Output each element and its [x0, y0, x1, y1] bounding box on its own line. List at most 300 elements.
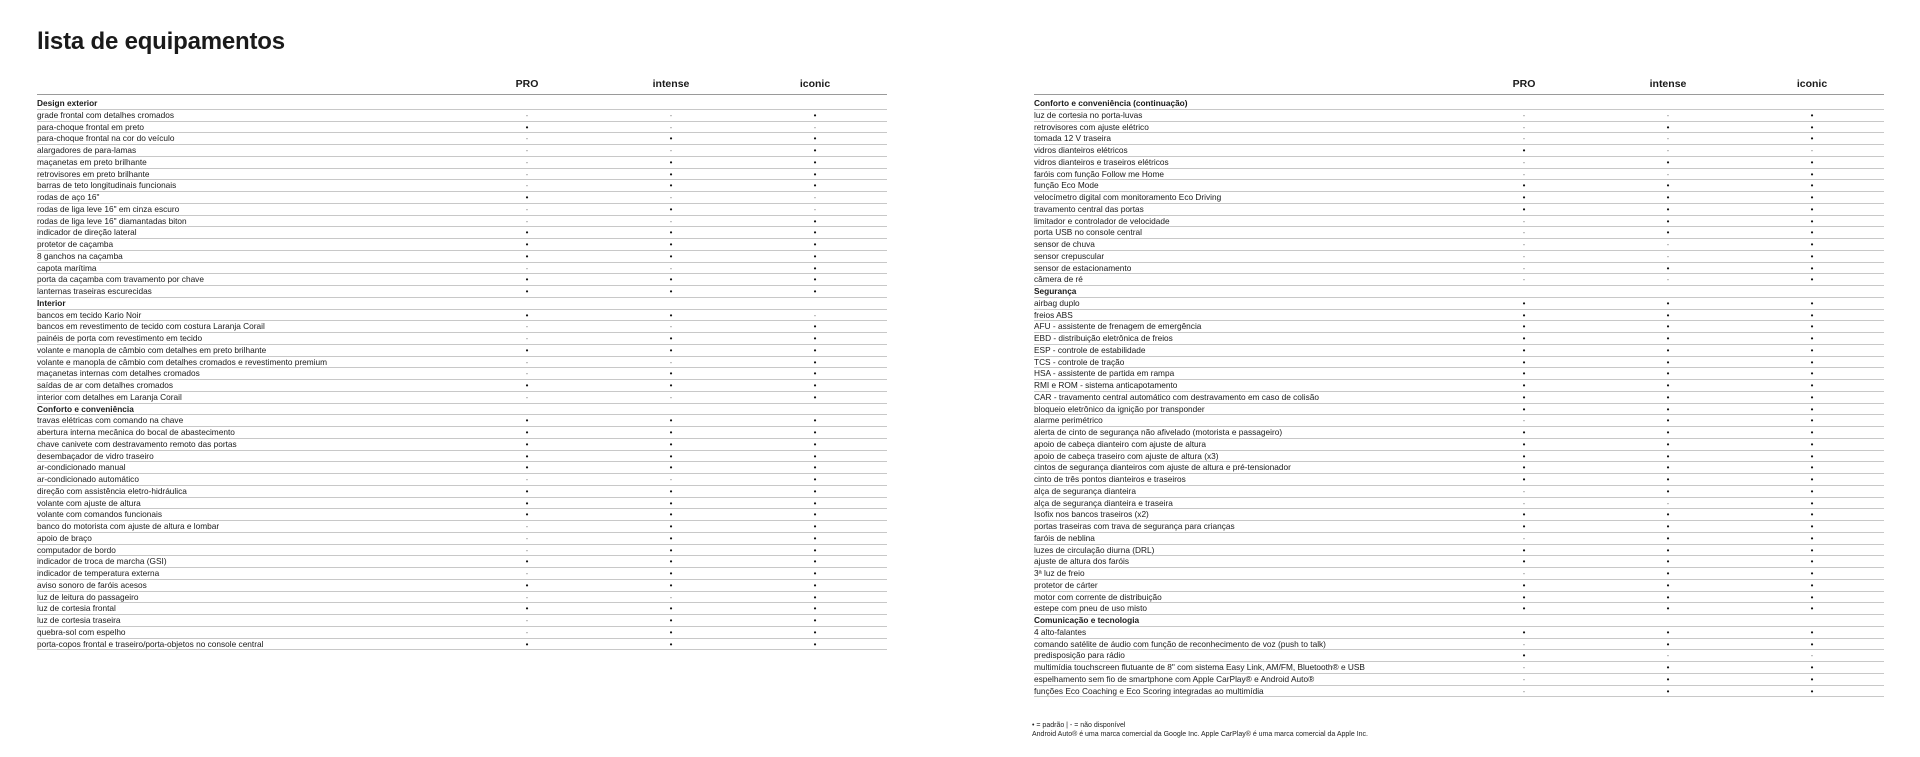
equipment-label: sensor de estacionamento [1034, 262, 1132, 273]
table-row [1034, 427, 1884, 439]
equipment-label: porta da caçamba com travamento por chave [37, 274, 204, 285]
standard-mark: • [1522, 592, 1526, 602]
section-title: Conforto e conveniência (continuação) [1034, 98, 1188, 108]
equipment-label: volante com ajuste de altura [37, 497, 141, 508]
table-row [37, 462, 887, 474]
unavailable-mark: - [525, 392, 529, 402]
table-row [1034, 333, 1884, 345]
standard-mark: • [1810, 428, 1814, 437]
equipment-label: TCS - controle de tração [1034, 356, 1125, 367]
standard-mark: • [1810, 533, 1814, 543]
table-row [1034, 498, 1884, 510]
unavailable-mark: - [1522, 228, 1526, 238]
table-row [37, 486, 887, 498]
standard-mark: • [525, 287, 529, 296]
standard-mark: • [669, 416, 673, 426]
standard-mark: • [1522, 369, 1526, 379]
unavailable-mark: - [1522, 157, 1526, 167]
table-row [37, 545, 887, 557]
equipment-label: airbag duplo [1034, 297, 1080, 308]
table-row [1034, 110, 1884, 122]
standard-mark: • [1810, 381, 1814, 390]
equipment-label: indicador de direção lateral [37, 227, 137, 238]
equipment-label: para-choque frontal em preto [37, 121, 145, 132]
table-row [1034, 474, 1884, 486]
unavailable-mark: - [1666, 110, 1670, 120]
unavailable-mark: - [1666, 251, 1670, 261]
table-row [37, 251, 887, 263]
unavailable-mark: - [525, 181, 529, 191]
unavailable-mark: - [669, 110, 673, 120]
equipment-label: lanternas traseiras escurecidas [37, 286, 152, 296]
equipment-label: motor com corrente de distribuição [1034, 591, 1162, 602]
standard-mark: • [1666, 522, 1670, 531]
equipment-label: quebra-sol com espelho [37, 626, 126, 637]
unavailable-mark: - [1666, 651, 1670, 661]
standard-mark: • [1810, 557, 1814, 567]
equipment-label: vidros dianteiros e traseiros elétricos [1034, 156, 1169, 167]
column-header-iconic: iconic [799, 78, 831, 90]
equipment-label: direção com assistência eletro-hidráulica [37, 485, 187, 496]
standard-mark: • [1810, 275, 1814, 285]
table-row [37, 439, 887, 451]
standard-mark: • [1810, 580, 1814, 590]
standard-mark: • [669, 522, 673, 531]
standard-mark: • [813, 416, 817, 426]
equipment-label: apoio de cabeça traseiro com ajuste de altura (x3) [1034, 450, 1219, 461]
equipment-label: bancos em revestimento de tecido com costura Laranja Corail [37, 321, 265, 332]
table-row [1034, 227, 1884, 239]
standard-mark: • [669, 157, 673, 167]
equipment-label: sensor crepuscular [1034, 250, 1105, 261]
standard-mark: • [669, 510, 673, 520]
standard-mark: • [669, 251, 673, 261]
standard-mark: • [1810, 134, 1814, 144]
table-row [1034, 603, 1884, 615]
unavailable-mark: - [525, 369, 529, 379]
table-row [37, 169, 887, 181]
standard-mark: • [813, 169, 817, 179]
standard-mark: • [525, 122, 529, 132]
unavailable-mark: - [1522, 216, 1526, 226]
table-row [37, 556, 887, 568]
equipment-label: maçanetas internas com detalhes cromados [37, 368, 200, 379]
equipment-label: luzes de circulação diurna (DRL) [1034, 544, 1155, 555]
equipment-label: luz de cortesia frontal [37, 603, 116, 614]
legend-note: • = padrão | - = não disponível [1032, 722, 1126, 729]
table-row [37, 498, 887, 510]
table-row [1034, 580, 1884, 592]
equipment-label: vidros dianteiros elétricos [1034, 145, 1128, 155]
section-heading [37, 98, 887, 110]
equipment-label: câmera de ré [1034, 274, 1083, 285]
equipment-label: volante com comandos funcionais [37, 509, 162, 520]
table-row [37, 415, 887, 427]
equipment-label: banco do motorista com ajuste de altura e lombar [37, 521, 220, 531]
standard-mark: • [1666, 357, 1670, 367]
section-heading [1034, 615, 1884, 627]
equipment-label: maçanetas em preto brilhante [37, 156, 147, 167]
standard-mark: • [669, 569, 673, 578]
column-header-iconic: iconic [1796, 78, 1828, 90]
standard-mark: • [813, 134, 817, 144]
unavailable-mark: - [669, 122, 673, 132]
standard-mark: • [1522, 522, 1526, 531]
standard-mark: • [1522, 181, 1526, 191]
standard-mark: • [525, 251, 529, 261]
standard-mark: • [1810, 251, 1814, 261]
table-row [1034, 310, 1884, 322]
table-row [37, 321, 887, 333]
standard-mark: • [525, 557, 529, 567]
table-row [37, 345, 887, 357]
equipment-label: computador de bordo [37, 544, 116, 555]
standard-mark: • [525, 428, 529, 437]
standard-mark: • [813, 616, 817, 625]
standard-mark: • [1522, 580, 1526, 590]
equipment-label: indicador de temperatura externa [37, 568, 160, 578]
section-title: Conforto e conveniência [37, 403, 134, 414]
equipment-label: RMI e ROM - sistema anticapotamento [1034, 380, 1178, 390]
unavailable-mark: - [1522, 569, 1526, 578]
equipment-rows-left [37, 98, 887, 650]
unavailable-mark: - [1522, 275, 1526, 285]
unavailable-mark: - [1810, 146, 1814, 155]
standard-mark: • [813, 627, 817, 637]
equipment-label: limitador e controlador de velocidade [1034, 215, 1170, 226]
standard-mark: • [669, 533, 673, 543]
section-heading [37, 404, 887, 416]
equipment-label: ESP - controle de estabilidade [1034, 344, 1146, 355]
standard-mark: • [813, 557, 817, 567]
standard-mark: • [525, 240, 529, 249]
column-header-pro: PRO [1512, 78, 1536, 90]
standard-mark: • [1522, 604, 1526, 614]
standard-mark: • [813, 216, 817, 226]
table-row [37, 392, 887, 404]
standard-mark: • [669, 616, 673, 625]
table-row [37, 521, 887, 533]
table-row [1034, 686, 1884, 698]
equipment-label: funções Eco Coaching e Eco Scoring integradas ao multimídia [1034, 685, 1264, 696]
unavailable-mark: - [1522, 686, 1526, 696]
unavailable-mark: - [1522, 639, 1526, 649]
standard-mark: • [813, 428, 817, 437]
table-row [1034, 180, 1884, 192]
standard-mark: • [525, 381, 529, 390]
equipment-label: multimídia touchscreen flutuante de 8" com sistema Easy Link, AM/FM, Bluetooth® e USB [1034, 662, 1365, 672]
standard-mark: • [1810, 169, 1814, 179]
table-row [37, 639, 887, 651]
standard-mark: • [1666, 475, 1670, 484]
equipment-label: bancos em tecido Kario Noir [37, 309, 142, 320]
standard-mark: • [1810, 545, 1814, 555]
equipment-label: velocímetro digital com monitoramento Eco Driving [1034, 192, 1222, 202]
standard-mark: • [813, 110, 817, 120]
standard-mark: • [669, 557, 673, 567]
standard-mark: • [1810, 369, 1814, 379]
standard-mark: • [1810, 157, 1814, 167]
standard-mark: • [669, 228, 673, 238]
standard-mark: • [1810, 310, 1814, 320]
table-row [1034, 368, 1884, 380]
unavailable-mark: - [1522, 263, 1526, 273]
standard-mark: • [813, 604, 817, 614]
standard-mark: • [1810, 663, 1814, 672]
unavailable-mark: - [1522, 416, 1526, 426]
equipment-label: predisposição para rádio [1034, 650, 1125, 661]
unavailable-mark: - [669, 216, 673, 226]
table-row [37, 263, 887, 275]
table-row [1034, 298, 1884, 310]
standard-mark: • [669, 287, 673, 296]
equipment-label: ar-condicionado manual [37, 462, 126, 473]
section-title: Interior [37, 297, 66, 308]
table-row [1034, 263, 1884, 275]
unavailable-mark: - [1522, 663, 1526, 672]
table-row [37, 216, 887, 228]
standard-mark: • [1810, 404, 1814, 414]
standard-mark: • [813, 263, 817, 273]
column-header-row [37, 76, 887, 95]
standard-mark: • [525, 310, 529, 320]
standard-mark: • [1522, 204, 1526, 214]
standard-mark: • [1666, 557, 1670, 567]
standard-mark: • [525, 193, 529, 202]
table-row [37, 122, 887, 134]
equipment-label: travamento central das portas [1034, 203, 1144, 214]
standard-mark: • [669, 498, 673, 508]
standard-mark: • [813, 463, 817, 473]
unavailable-mark: - [1522, 251, 1526, 261]
section-title: Design exterior [37, 98, 98, 108]
table-row [37, 204, 887, 216]
standard-mark: • [1666, 639, 1670, 649]
unavailable-mark: - [525, 522, 529, 531]
standard-mark: • [669, 451, 673, 461]
table-row [37, 474, 887, 486]
standard-mark: • [669, 181, 673, 191]
standard-mark: • [669, 334, 673, 343]
standard-mark: • [1810, 451, 1814, 461]
standard-mark: • [1810, 240, 1814, 249]
standard-mark: • [525, 639, 529, 649]
standard-mark: • [813, 157, 817, 167]
standard-mark: • [669, 369, 673, 379]
standard-mark: • [1522, 463, 1526, 473]
standard-mark: • [813, 287, 817, 296]
standard-mark: • [1522, 298, 1526, 308]
standard-mark: • [1522, 392, 1526, 402]
unavailable-mark: - [1522, 134, 1526, 144]
unavailable-mark: - [525, 592, 529, 602]
equipment-label: rodas de liga leve 16" diamantadas biton [37, 215, 187, 226]
standard-mark: • [1810, 110, 1814, 120]
section-title: Comunicação e tecnologia [1034, 615, 1140, 625]
standard-mark: • [813, 181, 817, 191]
unavailable-mark: - [525, 475, 529, 484]
column-header-row [1034, 76, 1884, 95]
table-row [1034, 662, 1884, 674]
standard-mark: • [813, 498, 817, 508]
table-row [1034, 122, 1884, 134]
equipment-label: volante e manopla de câmbio com detalhes em preto brilhante [37, 344, 267, 355]
equipment-label: alerta de cinto de segurança não afivelado (motorista e passageiro) [1034, 427, 1283, 437]
equipment-label: 8 ganchos na caçamba [37, 250, 123, 261]
equipment-label: retrovisores com ajuste elétrico [1034, 121, 1149, 132]
standard-mark: • [1810, 569, 1814, 578]
table-row [37, 192, 887, 204]
table-row [1034, 169, 1884, 181]
section-title: Segurança [1034, 286, 1077, 296]
standard-mark: • [525, 498, 529, 508]
column-header-intense: intense [1649, 78, 1687, 90]
standard-mark: • [669, 345, 673, 355]
unavailable-mark: - [813, 122, 817, 132]
equipment-label: volante e manopla de câmbio com detalhes cromados e revestimento premium [37, 356, 328, 367]
unavailable-mark: - [525, 357, 529, 367]
equipment-label: alça de segurança dianteira e traseira [1034, 497, 1173, 508]
standard-mark: • [525, 345, 529, 355]
unavailable-mark: - [525, 322, 529, 332]
standard-mark: • [525, 275, 529, 285]
standard-mark: • [813, 451, 817, 461]
standard-mark: • [1810, 439, 1814, 449]
standard-mark: • [669, 627, 673, 637]
standard-mark: • [1666, 263, 1670, 273]
equipment-label: faróis de neblina [1034, 532, 1095, 543]
standard-mark: • [813, 569, 817, 578]
standard-mark: • [1522, 345, 1526, 355]
standard-mark: • [1810, 181, 1814, 191]
table-row [37, 333, 887, 345]
table-row [37, 157, 887, 169]
unavailable-mark: - [525, 627, 529, 637]
equipment-label: interior com detalhes em Laranja Corail [37, 391, 182, 402]
table-row [37, 509, 887, 521]
equipment-label: protetor de caçamba [37, 239, 114, 249]
standard-mark: • [1810, 510, 1814, 520]
unavailable-mark: - [1666, 498, 1670, 508]
table-row [1034, 204, 1884, 216]
unavailable-mark: - [1522, 533, 1526, 543]
standard-mark: • [1810, 216, 1814, 226]
standard-mark: • [669, 134, 673, 144]
equipment-label: tomada 12 V traseira [1034, 133, 1112, 144]
unavailable-mark: - [1522, 486, 1526, 496]
standard-mark: • [1666, 533, 1670, 543]
standard-mark: • [669, 580, 673, 590]
equipment-label: abertura interna mecânica do bocal de abastecimento [37, 427, 235, 437]
table-row [1034, 568, 1884, 580]
equipment-label: ar-condicionado automático [37, 474, 139, 484]
unavailable-mark: - [525, 110, 529, 120]
standard-mark: • [813, 381, 817, 390]
standard-mark: • [669, 486, 673, 496]
column-header-intense: intense [652, 78, 690, 90]
table-row [37, 580, 887, 592]
standard-mark: • [1810, 228, 1814, 238]
equipment-label: porta USB no console central [1034, 227, 1142, 238]
standard-mark: • [525, 463, 529, 473]
standard-mark: • [525, 439, 529, 449]
standard-mark: • [813, 146, 817, 155]
equipment-label: rodas de aço 16" [37, 192, 100, 202]
section-heading [37, 298, 887, 310]
standard-mark: • [813, 510, 817, 520]
unavailable-mark: - [669, 592, 673, 602]
table-row [1034, 545, 1884, 557]
table-row [1034, 639, 1884, 651]
standard-mark: • [1666, 369, 1670, 379]
standard-mark: • [669, 428, 673, 437]
table-row [1034, 627, 1884, 639]
standard-mark: • [1810, 334, 1814, 343]
standard-mark: • [813, 322, 817, 332]
standard-mark: • [1666, 674, 1670, 684]
unavailable-mark: - [669, 193, 673, 202]
equipment-label: espelhamento sem fio de smartphone com Apple CarPlay® e Android Auto® [1034, 673, 1315, 684]
equipment-label: chave canivete com destravamento remoto das portas [37, 438, 237, 449]
equipment-label: comando satélite de áudio com função de reconhecimento de voz (push to talk) [1034, 638, 1326, 649]
equipment-label: cintos de segurança dianteiros com ajuste de altura e pré-tensionador [1034, 462, 1291, 473]
standard-mark: • [1810, 204, 1814, 214]
table-row [37, 368, 887, 380]
table-row [37, 286, 887, 298]
standard-mark: • [525, 228, 529, 238]
equipment-label: função Eco Mode [1034, 180, 1099, 191]
table-row [1034, 486, 1884, 498]
standard-mark: • [669, 604, 673, 614]
table-row [37, 310, 887, 322]
unavailable-mark: - [525, 616, 529, 625]
equipment-label: 4 alto-falantes [1034, 626, 1087, 637]
unavailable-mark: - [525, 263, 529, 273]
standard-mark: • [813, 240, 817, 249]
unavailable-mark: - [1522, 110, 1526, 120]
column-header-pro: PRO [515, 78, 539, 90]
equipment-table-left [37, 76, 887, 650]
standard-mark: • [669, 204, 673, 214]
standard-mark: • [1666, 157, 1670, 167]
standard-mark: • [1666, 193, 1670, 202]
table-row [1034, 439, 1884, 451]
standard-mark: • [813, 251, 817, 261]
table-row [1034, 357, 1884, 369]
unavailable-mark: - [525, 545, 529, 555]
equipment-label: estepe com pneu de uso misto [1034, 603, 1147, 614]
equipment-label: retrovisores em preto brilhante [37, 168, 150, 179]
unavailable-mark: - [813, 204, 817, 214]
equipment-label: porta-copos frontal e traseiro/porta-objetos no console central [37, 638, 264, 649]
standard-mark: • [1810, 486, 1814, 496]
standard-mark: • [813, 369, 817, 379]
equipment-label: luz de leitura do passageiro [37, 591, 139, 602]
table-row [1034, 216, 1884, 228]
standard-mark: • [669, 240, 673, 249]
table-row [37, 451, 887, 463]
standard-mark: • [1666, 404, 1670, 414]
table-row [1034, 133, 1884, 145]
standard-mark: • [813, 357, 817, 367]
standard-mark: • [525, 486, 529, 496]
standard-mark: • [1666, 486, 1670, 496]
unavailable-mark: - [525, 216, 529, 226]
standard-mark: • [1522, 451, 1526, 461]
equipment-label: portas traseiras com trava de segurança para crianças [1034, 521, 1235, 531]
equipment-label: painéis de porta com revestimento em tecido [37, 333, 203, 343]
table-row [1034, 380, 1884, 392]
